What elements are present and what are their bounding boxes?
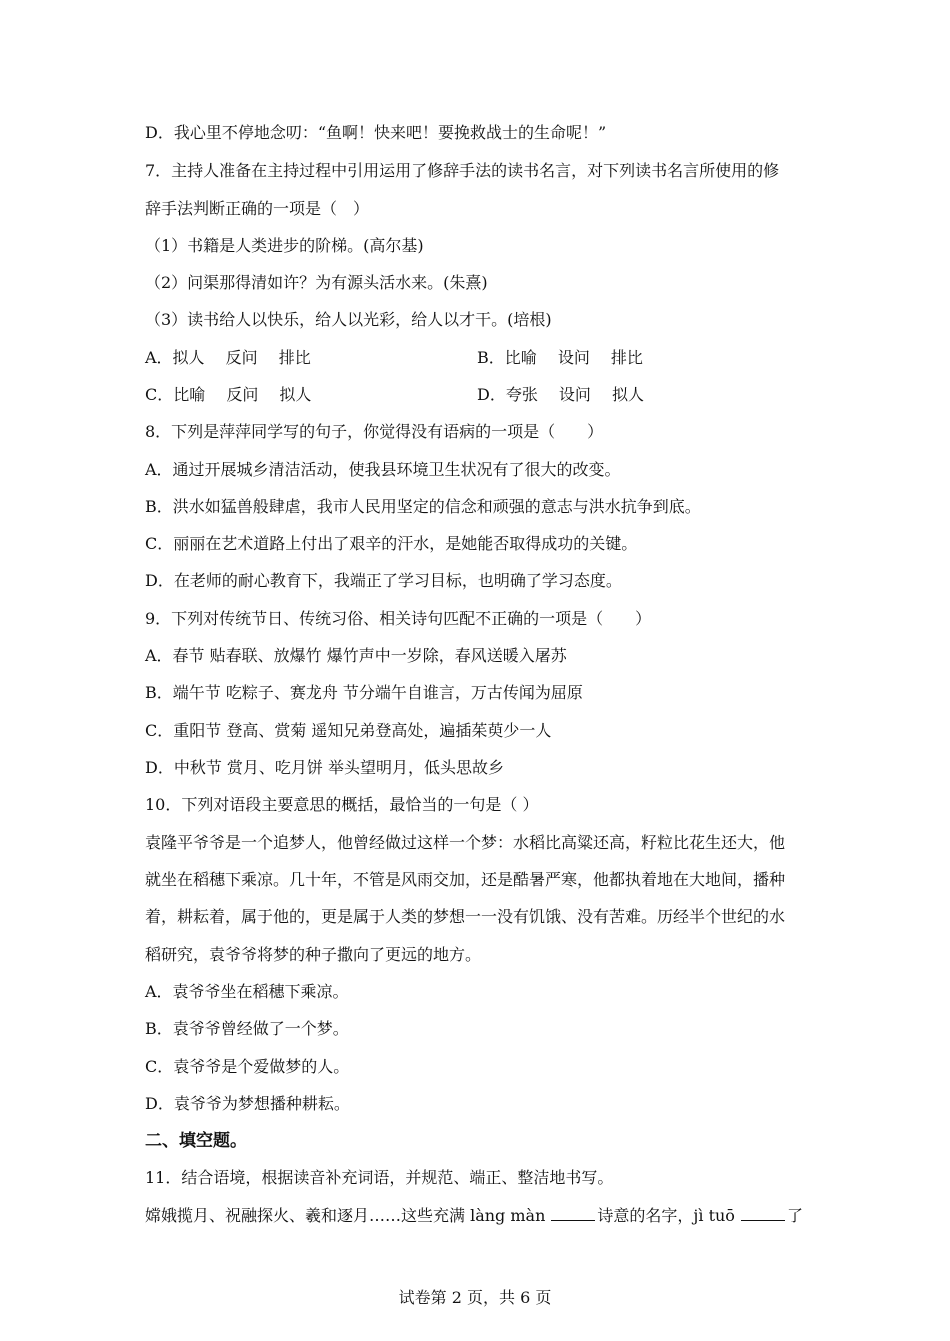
answer-blank-2[interactable] bbox=[741, 1206, 785, 1221]
question-8-stem: 8．下列是萍萍同学写的句子，你觉得没有语病的一项是（ ） bbox=[145, 422, 604, 441]
question-7-stem-line-1: 7．主持人准备在主持过程中引用运用了修辞手法的读书名言，对下列读书名言所使用的修 bbox=[145, 161, 780, 180]
question-8-option-a: A．通过开展城乡清洁活动，使我县环境卫生状况有了很大的改变。 bbox=[145, 460, 621, 479]
question-7-option-c: C．比喻 反问 拟人 bbox=[145, 385, 312, 404]
question-10-option-a: A．袁爷爷坐在稻穗下乘凉。 bbox=[145, 982, 349, 1001]
question-6-option-d: D．我心里不停地念叨：“鱼啊！快来吧！要挽救战士的生命呢！” bbox=[145, 123, 607, 142]
question-10-passage-line-3: 着，耕耘着，属于他的，更是属于人类的梦想一一没有饥饿、没有苦难。历经半个世纪的水 bbox=[145, 907, 786, 926]
question-9-option-d: D．中秋节 赏月、吃月饼 举头望明月，低头思故乡 bbox=[145, 758, 505, 777]
question-7-quote-2: （2）问渠那得清如许？为有源头活水来。(朱熹) bbox=[145, 273, 488, 292]
question-7-option-b: B．比喻 设问 排比 bbox=[477, 348, 643, 367]
question-8-option-c: C．丽丽在艺术道路上付出了艰辛的汗水，是她能否取得成功的关键。 bbox=[145, 534, 638, 553]
question-8-option-d: D．在老师的耐心教育下，我端正了学习目标，也明确了学习态度。 bbox=[145, 571, 622, 590]
question-7-option-d: D．夸张 设问 拟人 bbox=[477, 385, 645, 404]
question-10-passage-line-4: 稻研究，袁爷爷将梦的种子撒向了更远的地方。 bbox=[145, 945, 482, 964]
page-footer: 试卷第 2 页，共 6 页 bbox=[398, 1288, 552, 1307]
answer-blank-1[interactable] bbox=[551, 1206, 595, 1221]
section-2-heading: 二、填空题。 bbox=[145, 1131, 247, 1151]
question-8-option-b: B．洪水如猛兽般肆虐，我市人民用坚定的信念和顽强的意志与洪水抗争到底。 bbox=[145, 497, 701, 516]
question-11-stem: 11．结合语境，根据读音补充词语，并规范、端正、整洁地书写。 bbox=[145, 1168, 614, 1187]
question-10-passage-line-1: 袁隆平爷爷是一个追梦人，他曾经做过这样一个梦：水稻比高粱还高，籽粒比花生还大，他 bbox=[145, 833, 786, 852]
question-10-option-b: B．袁爷爷曾经做了一个梦。 bbox=[145, 1019, 349, 1038]
question-11-text-part-3: 了 bbox=[786, 1206, 803, 1225]
question-11-text-part-2: 诗意的名字，jì tuō bbox=[597, 1206, 735, 1225]
question-7-option-a: A．拟人 反问 排比 bbox=[145, 348, 311, 367]
question-7-quote-1: （1）书籍是人类进步的阶梯。(高尔基) bbox=[145, 236, 424, 255]
question-7-quote-3: （3）读书给人以快乐，给人以光彩，给人以才干。(培根) bbox=[145, 310, 552, 329]
question-7-stem-line-2: 辞手法判断正确的一项是（ ） bbox=[145, 199, 370, 218]
question-9-option-b: B．端午节 吃粽子、赛龙舟 节分端午自谁言，万古传闻为屈原 bbox=[145, 683, 583, 702]
question-11-text-part-1: 嫦娥揽月、祝融探火、羲和逐月……这些充满 làng màn bbox=[145, 1206, 546, 1225]
question-10-option-d: D．袁爷爷为梦想播种耕耘。 bbox=[145, 1094, 350, 1113]
question-10-passage-line-2: 就坐在稻穗下乘凉。几十年，不管是风雨交加，还是酷暑严寒，他都执着地在大地间，播种 bbox=[145, 870, 786, 889]
question-9-stem: 9．下列对传统节日、传统习俗、相关诗句匹配不正确的一项是（ ） bbox=[145, 609, 652, 628]
question-9-option-a: A．春节 贴春联、放爆竹 爆竹声中一岁除，春风送暖入屠苏 bbox=[145, 646, 567, 665]
question-10-stem: 10．下列对语段主要意思的概括，最恰当的一句是（ ） bbox=[145, 795, 539, 814]
question-9-option-c: C．重阳节 登高、赏菊 遥知兄弟登高处，遍插茱萸少一人 bbox=[145, 721, 552, 740]
question-11-text bbox=[145, 1206, 803, 1226]
question-10-option-c: C．袁爷爷是个爱做梦的人。 bbox=[145, 1057, 350, 1076]
